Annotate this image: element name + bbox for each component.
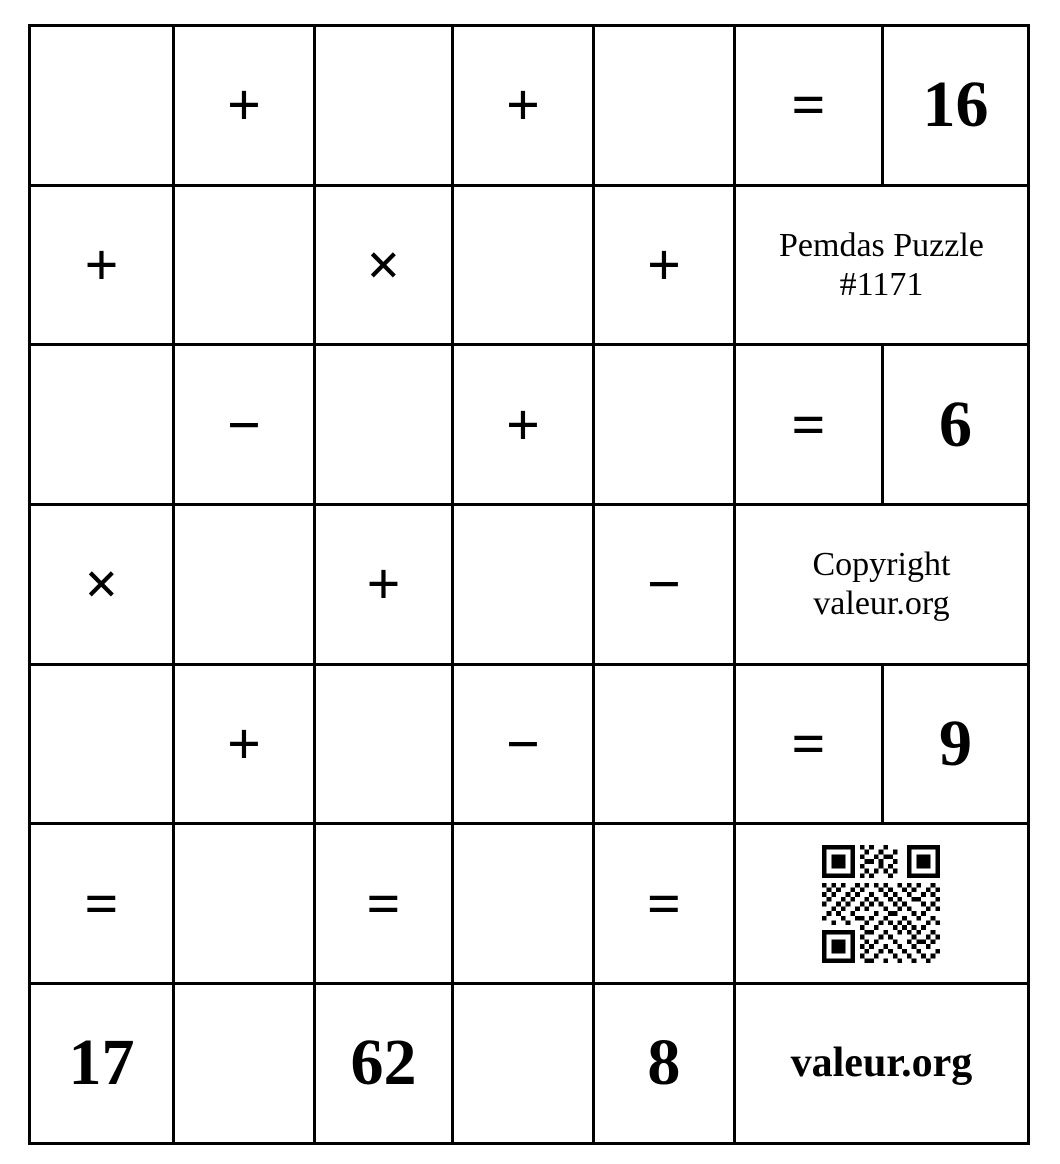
operator-cell: × <box>314 185 452 345</box>
puzzle-title: Pemdas Puzzle <box>779 226 984 264</box>
copyright-cell <box>734 505 1028 665</box>
operator-cell: + <box>174 664 315 824</box>
operator-cell: − <box>174 345 315 505</box>
answer-cell[interactable] <box>30 26 174 186</box>
table-row <box>30 664 1029 824</box>
spacer-cell <box>174 824 315 984</box>
operator-cell: − <box>452 664 593 824</box>
answer-cell[interactable] <box>314 345 452 505</box>
answer-cell[interactable] <box>30 345 174 505</box>
operator-cell: + <box>30 185 174 345</box>
operator-cell: + <box>174 26 315 186</box>
answer-cell[interactable] <box>314 26 452 186</box>
puzzle-title-cell <box>734 185 1028 345</box>
spacer-cell <box>174 984 315 1144</box>
table-row <box>30 824 1029 984</box>
equals-cell: = <box>734 345 882 505</box>
row-result-cell: 16 <box>882 26 1028 186</box>
qr-code-cell[interactable] <box>734 824 1028 984</box>
operator-cell: + <box>593 185 734 345</box>
row-result-cell: 9 <box>882 664 1028 824</box>
table-row <box>30 505 1029 665</box>
operator-cell: − <box>593 505 734 665</box>
operator-cell: × <box>30 505 174 665</box>
spacer-cell <box>452 185 593 345</box>
table-row <box>30 345 1029 505</box>
brand-cell: valeur.org <box>734 984 1028 1144</box>
copyright-line-1: Copyright <box>812 546 951 584</box>
operator-cell: + <box>452 345 593 505</box>
column-total-cell: 17 <box>30 984 174 1144</box>
spacer-cell <box>174 505 315 665</box>
equals-cell: = <box>593 824 734 984</box>
column-total-cell: 62 <box>314 984 452 1144</box>
equals-cell: = <box>314 824 452 984</box>
spacer-cell <box>452 984 593 1144</box>
table-row <box>30 26 1029 186</box>
answer-cell[interactable] <box>593 664 734 824</box>
column-total-cell: 8 <box>593 984 734 1144</box>
answer-cell[interactable] <box>593 345 734 505</box>
operator-cell: + <box>314 505 452 665</box>
qr-code-icon <box>736 825 1027 982</box>
spacer-cell <box>452 505 593 665</box>
answer-cell[interactable] <box>593 26 734 186</box>
pemdas-puzzle-grid <box>28 24 1030 1142</box>
spacer-cell <box>452 824 593 984</box>
answer-cell[interactable] <box>314 664 452 824</box>
equals-cell: = <box>734 26 882 186</box>
equals-cell: = <box>734 664 882 824</box>
row-result-cell: 6 <box>882 345 1028 505</box>
operator-cell: + <box>452 26 593 186</box>
qr-code-svg <box>806 845 956 963</box>
table-row <box>30 185 1029 345</box>
copyright-line-2: valeur.org <box>813 585 950 623</box>
equals-cell: = <box>30 824 174 984</box>
table-row <box>30 984 1029 1144</box>
spacer-cell <box>174 185 315 345</box>
answer-cell[interactable] <box>30 664 174 824</box>
puzzle-table <box>28 24 1030 1145</box>
puzzle-number: #1171 <box>839 266 924 304</box>
